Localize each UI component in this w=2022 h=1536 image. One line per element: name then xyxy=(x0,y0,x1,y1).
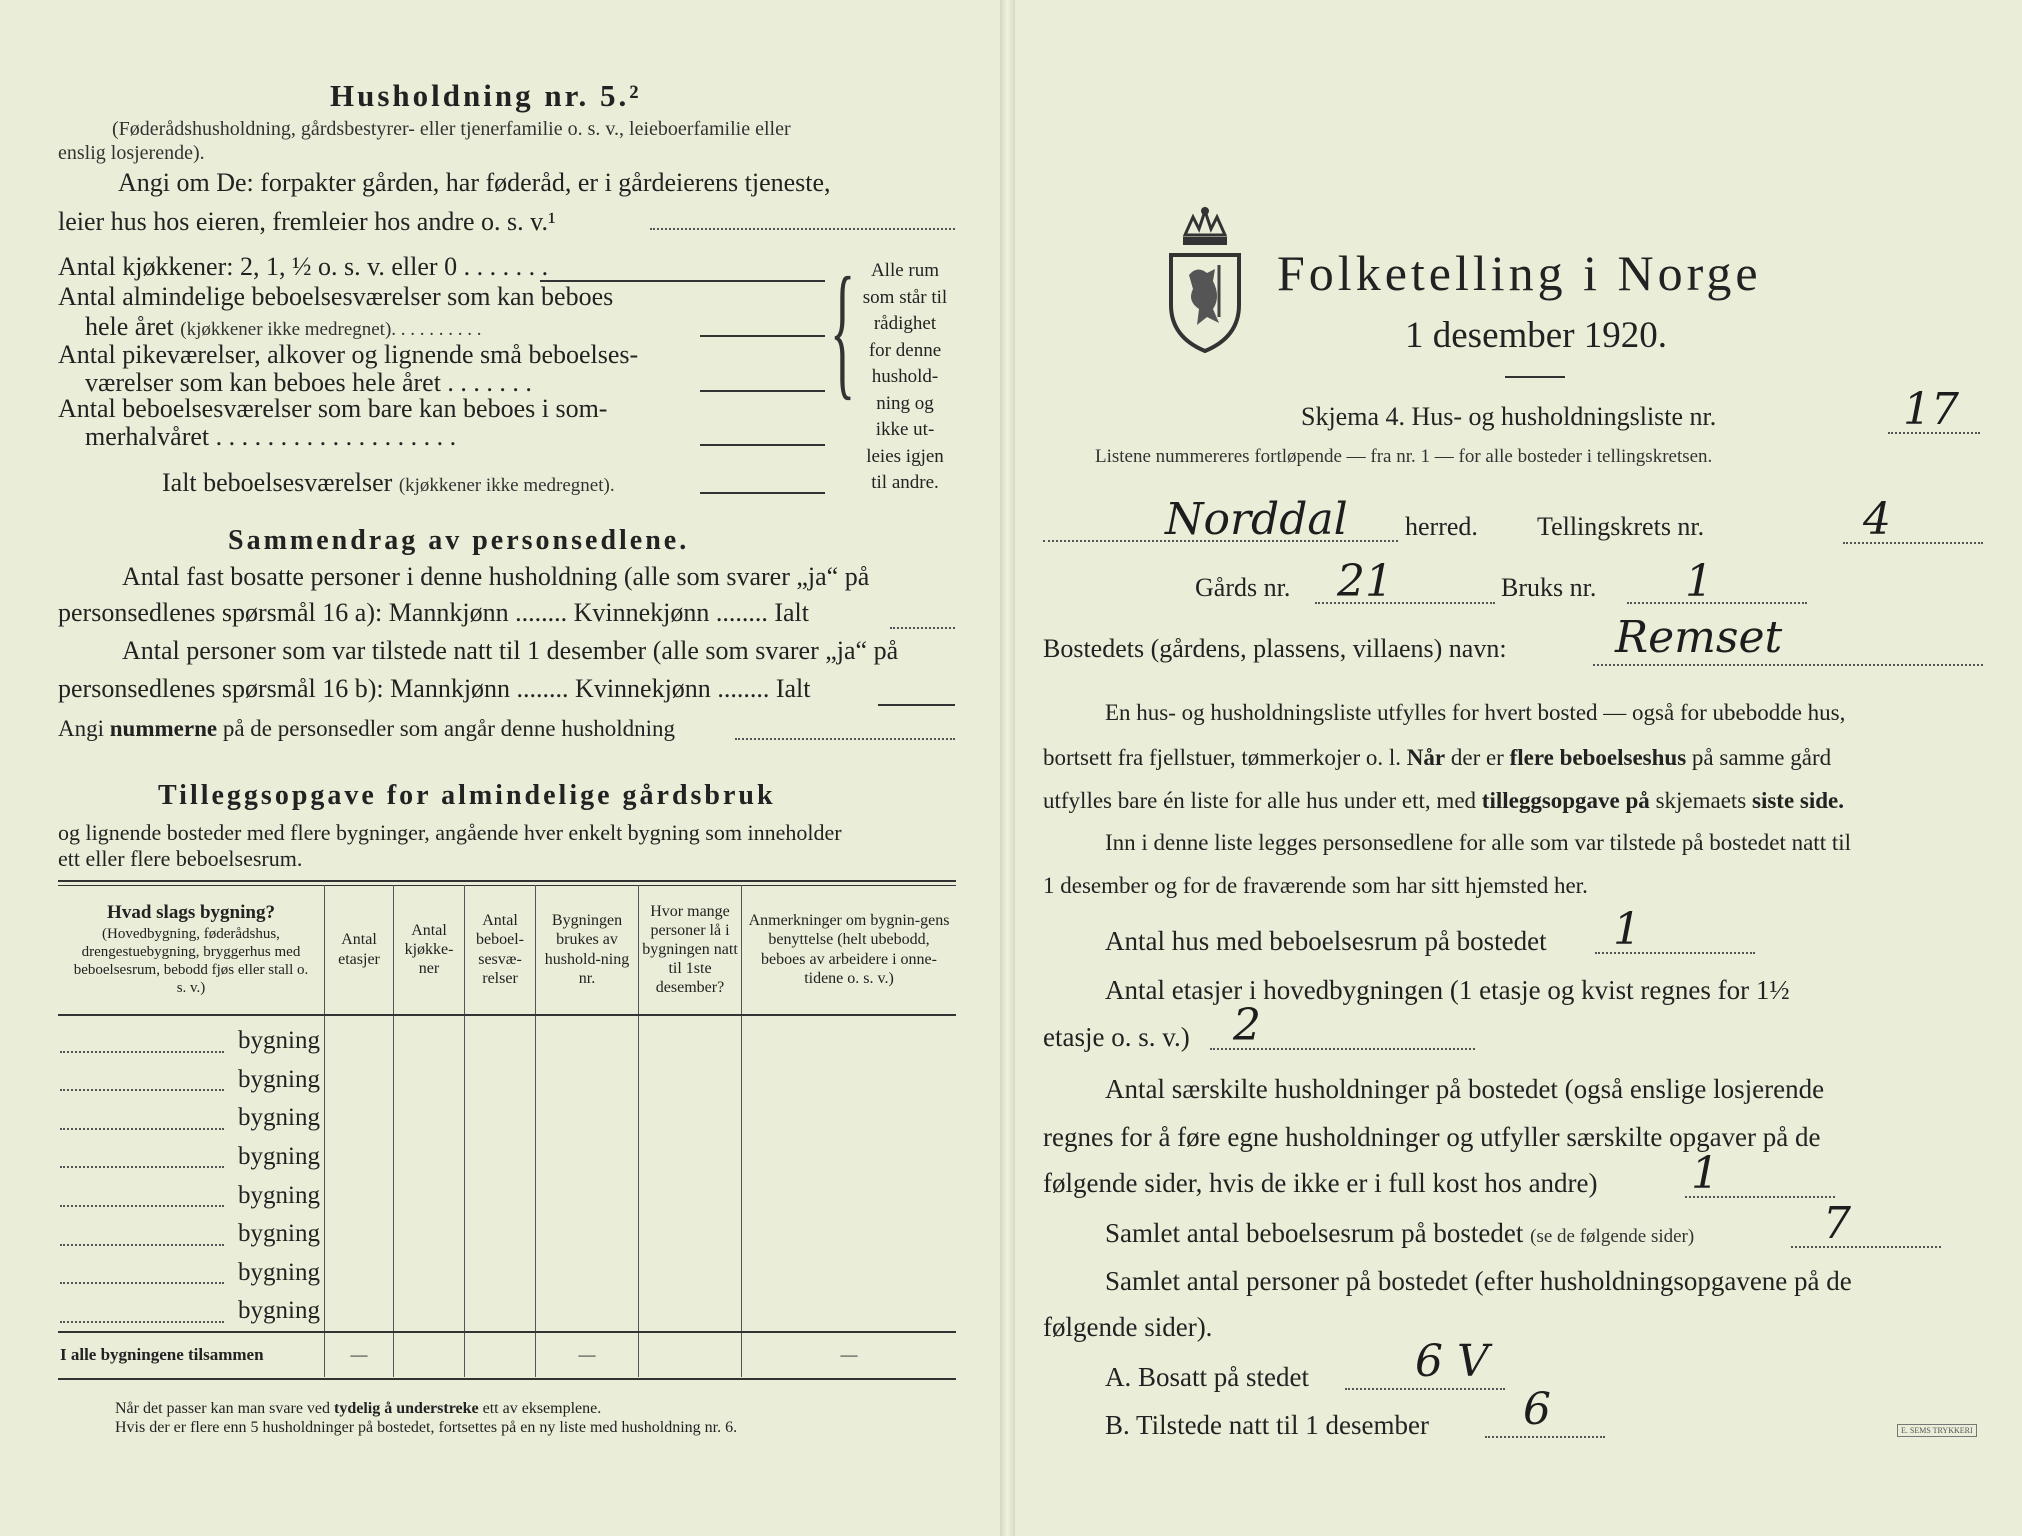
q-b-line xyxy=(1485,1436,1605,1438)
bruks-value[interactable]: 1 xyxy=(1685,556,1713,607)
rooms-small-2: værelser som kan beboes hele året . . . . . . . xyxy=(85,368,532,397)
printer-stamp: E. SEMS TRYKKERI xyxy=(1897,1424,1977,1437)
col-rooms: Antal beboel-sesvæ-relser xyxy=(465,885,536,1015)
rooms-total: Ialt beboelsesværelser (kjøkkener ikke medregnet). xyxy=(162,468,615,497)
household-subtitle-1: (Føderådshusholdning, gårdsbestyrer- eller tjenerfamilie o. s. v., leieboerfamilie eller xyxy=(112,118,791,140)
row-type-line xyxy=(60,1244,224,1246)
table-row[interactable] xyxy=(58,1176,956,1215)
table-header-gap xyxy=(58,1015,956,1022)
col-persons: Hvor mange personer lå i bygningen natt til 1ste desember? xyxy=(639,885,742,1015)
gards-label: Gårds nr. xyxy=(1195,573,1291,602)
col-remarks: Anmerkninger om bygnin-gens benyttelse (helt ubebodd, beboes av arbeidere i onne-tidene o. s. v.) xyxy=(742,885,957,1015)
q-etasjer-line1: Antal etasjer i hovedbygningen (1 etasje og kvist regnes for 1½ xyxy=(1105,975,1790,1005)
census-date: 1 desember 1920. xyxy=(1405,315,1668,356)
col-kitchens: Antal kjøkke-ner xyxy=(394,885,465,1015)
row-label: bygning xyxy=(238,1297,320,1325)
q-hush-line2: regnes for å føre egne husholdninger og utfyller særskilte opgaver på de xyxy=(1043,1122,1821,1152)
household-title: Husholdning nr. 5.² xyxy=(330,78,642,113)
angi-line-1: Angi om De: forpakter gården, har føderåd, er i gårdeierens tjeneste, xyxy=(118,168,831,197)
herred-value[interactable]: Norddal xyxy=(1165,494,1348,545)
brace-note-line: for denne xyxy=(868,339,942,361)
bruks-line xyxy=(1627,602,1807,604)
summary-line-1: Antal fast bosatte personer i denne husholdning (alle som svarer „ja“ på xyxy=(122,562,870,591)
herred-label: herred. xyxy=(1405,512,1478,541)
bosted-line xyxy=(1593,664,1983,666)
list-number-line xyxy=(1888,432,1980,434)
addendum-line-1: og lignende bosteder med flere bygninger, angående hver enkelt bygning som inneholder xyxy=(58,820,842,845)
q-b-label: B. Tilstede natt til 1 desember xyxy=(1105,1410,1429,1440)
table-bottom-rule xyxy=(58,1378,956,1380)
q-etasjer-line2: etasje o. s. v.) xyxy=(1043,1022,1190,1052)
q-hus-label: Antal hus med beboelsesrum på bostedet xyxy=(1105,926,1547,956)
table-row[interactable] xyxy=(58,1254,956,1293)
table-row[interactable] xyxy=(58,1061,956,1100)
table-row[interactable] xyxy=(58,1138,956,1177)
para1-line3: utfylles bare én liste for alle hus under ett, med tilleggsopgave på skjemaets siste side. xyxy=(1043,788,1845,813)
title-rule xyxy=(1505,376,1565,378)
ialt-answer-1[interactable] xyxy=(890,627,955,629)
list-number-value[interactable]: 17 xyxy=(1903,384,1959,435)
brace-note-line: leies igjen xyxy=(866,445,944,467)
para2-line2: 1 desember og for de fraværende som har sitt hjemsted her. xyxy=(1043,873,1588,898)
table-row[interactable] xyxy=(58,1022,956,1061)
footnote-1: Når det passer kan man svare ved tydelig å understreke ett av eksemplene. xyxy=(115,1400,602,1417)
col-household: Bygningen brukes av hushold-ning nr. xyxy=(536,885,639,1015)
q-hush-line1: Antal særskilte husholdninger på bostedet (også enslige losjerende xyxy=(1105,1074,1825,1104)
tellingskrets-label: Tellingskrets nr. xyxy=(1537,512,1705,541)
rooms-summer-1: Antal beboelsesværelser som bare kan beboes i som- xyxy=(58,394,608,423)
rooms-total-answer-line[interactable] xyxy=(700,492,825,494)
table-row[interactable] xyxy=(58,1099,956,1138)
row-label: bygning xyxy=(238,1143,320,1171)
summary-line-3: Antal personer som var tilstede natt til 1 desember (alle som svarer „ja“ på xyxy=(122,636,899,665)
brace-note-line: ikke ut- xyxy=(875,419,935,440)
summary-title: Sammendrag av personsedlene. xyxy=(228,525,690,556)
q-etasjer-value[interactable]: 2 xyxy=(1233,1000,1261,1051)
q-b-value[interactable]: 6 xyxy=(1523,1384,1551,1435)
census-title: Folketelling i Norge xyxy=(1277,245,1762,301)
rooms-small-answer-line[interactable] xyxy=(700,390,825,392)
numbers-answer-line[interactable] xyxy=(735,738,955,740)
row-type-line xyxy=(60,1205,224,1207)
angi-answer-line[interactable] xyxy=(650,228,955,230)
q-hus-value[interactable]: 1 xyxy=(1613,904,1641,955)
q-a-line xyxy=(1345,1388,1505,1390)
row-label: bygning xyxy=(238,1027,320,1055)
sum-label: I alle bygningene tilsammen xyxy=(58,1332,325,1377)
q-hush-line3: følgende sider, hvis de ikke er i full kost hos andre) xyxy=(1043,1168,1598,1198)
q-a-value[interactable]: 6 V xyxy=(1415,1336,1489,1387)
brace: { xyxy=(830,247,856,413)
q-hush-line xyxy=(1685,1196,1835,1198)
q-rum-line xyxy=(1791,1246,1941,1248)
table-sum-row xyxy=(58,1332,956,1377)
col-building-type xyxy=(58,885,325,1015)
sum-dash: — xyxy=(325,1332,394,1377)
sum-dash: — xyxy=(536,1332,639,1377)
rooms-ordinary-1: Antal almindelige beboelsesværelser som kan beboes xyxy=(58,282,614,311)
table-header-row xyxy=(58,885,956,1015)
bosted-label: Bostedets (gårdens, plassens, villaens) navn: xyxy=(1043,634,1507,663)
household-subtitle-2: enslig losjerende). xyxy=(58,142,205,164)
herred-line xyxy=(1043,540,1398,542)
brace-note-line: som står til xyxy=(862,286,948,308)
ialt-answer-2[interactable] xyxy=(878,704,955,706)
rooms-ordinary-2: hele året (kjøkkener ikke medregnet). . . . . . . . . . xyxy=(85,312,482,341)
row-label: bygning xyxy=(238,1181,320,1209)
rooms-small-1: Antal pikeværelser, alkover og lignende små beboelses- xyxy=(58,340,639,369)
listene-note: Listene nummereres fortløpende — fra nr. 1 — for alle bosteder i tellingskretsen. xyxy=(1095,446,1713,467)
brace-note-line: rådighet xyxy=(873,313,937,334)
brace-note-line: ning og xyxy=(876,392,934,414)
footnote-2: Hvis der er flere enn 5 husholdninger på bostedet, fortsettes på en ny liste med husholdning nr. 6. xyxy=(115,1419,738,1436)
q-rum-label: Samlet antal beboelsesrum på bostedet (se de følgende sider) xyxy=(1105,1218,1695,1248)
tellingskrets-line xyxy=(1843,542,1983,544)
bruks-label: Bruks nr. xyxy=(1501,573,1597,602)
q-hus-line xyxy=(1595,952,1755,954)
bosted-value[interactable]: Remset xyxy=(1615,612,1783,663)
para1-line1: En hus- og husholdningsliste utfylles for hvert bosted — også for ubebodde hus, xyxy=(1105,700,1846,725)
row-type-line xyxy=(60,1166,224,1168)
right-page xyxy=(1015,0,2022,1536)
para1-line2: bortsett fra fjellstuer, tømmerkojer o. l. Når der er flere beboelseshus på samme gård xyxy=(1043,745,1832,770)
row-label: bygning xyxy=(238,1065,320,1093)
q-hush-value[interactable]: 1 xyxy=(1691,1148,1719,1199)
gards-value[interactable]: 21 xyxy=(1337,556,1393,607)
numbers-line: Angi nummerne på de personsedler som angår denne husholdning xyxy=(58,716,676,741)
q-pers-line1: Samlet antal personer på bostedet (efter husholdningsopgavene på de xyxy=(1105,1266,1852,1296)
brace-note xyxy=(855,258,955,497)
gards-line xyxy=(1315,602,1495,604)
rooms-summer-2: merhalvåret . . . . . . . . . . . . . . . . . . . xyxy=(85,422,457,451)
addendum-line-2: ett eller flere beboelsesrum. xyxy=(58,846,303,871)
q-etasjer-line xyxy=(1210,1048,1475,1050)
brace-note-line: til andre. xyxy=(871,472,939,493)
row-type-line xyxy=(60,1089,224,1091)
brace-note-line: hushold- xyxy=(871,366,939,387)
col-building-type-title: Hvad slags bygning? xyxy=(107,902,275,924)
left-page xyxy=(0,0,1005,1536)
row-type-line xyxy=(60,1051,224,1053)
para2-line1: Inn i denne liste legges personsedlene for alle som var tilstede på bostedet natt til xyxy=(1105,830,1852,855)
row-label: bygning xyxy=(238,1104,320,1132)
brace-note-line: Alle rum xyxy=(870,260,940,281)
table-row[interactable] xyxy=(58,1292,956,1332)
q-pers-line2: følgende sider). xyxy=(1043,1312,1213,1342)
col-building-type-sub: (Hovedbygning, føderådshus, drengestuebygning, bryggerhus med beboelsesrum, bebodd fjøs eller stall o. s. v.) xyxy=(73,925,309,996)
table-row[interactable] xyxy=(58,1215,956,1254)
q-a-label: A. Bosatt på stedet xyxy=(1105,1362,1309,1392)
rooms-ordinary-answer-line[interactable] xyxy=(700,335,825,337)
q-rum-value[interactable]: 7 xyxy=(1823,1198,1851,1249)
kitchens-label: Antal kjøkkener: 2, 1, ½ o. s. v. eller 0 . . . . . . . xyxy=(58,252,549,281)
table-top-rule xyxy=(58,880,956,882)
angi-line-2: leier hus hos eieren, fremleier hos andre o. s. v.¹ xyxy=(58,207,556,236)
col-floors: Antal etasjer xyxy=(325,885,394,1015)
row-type-line xyxy=(60,1282,224,1284)
row-label: bygning xyxy=(238,1258,320,1286)
coat-of-arms-icon xyxy=(1163,205,1247,355)
rooms-summer-answer-line[interactable] xyxy=(700,444,825,446)
building-table xyxy=(58,885,956,1377)
row-type-line xyxy=(60,1128,224,1130)
tellingskrets-value[interactable]: 4 xyxy=(1863,494,1891,545)
sum-dash: — xyxy=(742,1332,957,1377)
row-label: bygning xyxy=(238,1220,320,1248)
summary-line-4: personsedlenes spørsmål 16 b): Mannkjønn ........ Kvinnekjønn ........ Ialt xyxy=(58,674,811,703)
skjema-line: Skjema 4. Hus- og husholdningsliste nr. xyxy=(1301,402,1717,431)
row-type-line xyxy=(60,1321,224,1323)
addendum-title: Tilleggsopgave for almindelige gårdsbruk xyxy=(158,780,776,811)
summary-line-2: personsedlenes spørsmål 16 a): Mannkjønn ........ Kvinnekjønn ........ Ialt xyxy=(58,598,810,627)
